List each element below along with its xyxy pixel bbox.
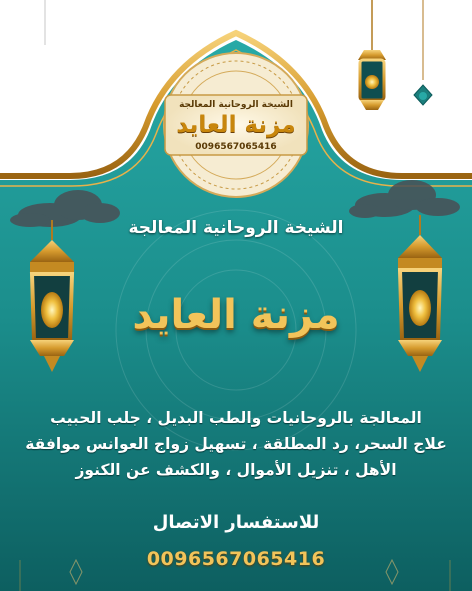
subtitle: الشيخة الروحانية المعالجة	[128, 218, 344, 238]
main-name: مزنة العايد	[132, 292, 340, 338]
badge-title: الشيخة الروحانية المعالجة	[179, 100, 293, 110]
services-line: المعالجة بالروحانيات والطب البديل ، جلب الحبيب	[50, 409, 422, 427]
top-right-lantern	[358, 50, 386, 110]
badge-name: مزنة العايد	[176, 112, 296, 138]
services-text	[14, 405, 458, 483]
phone-number: 0096567065416	[146, 548, 326, 570]
services-line: الأهل ، تنزيل الأموال ، والكشف عن الكنوز	[75, 461, 397, 479]
contact-label: للاستفسار الاتصال	[152, 512, 320, 533]
services-line: علاج السحر، رد المطلقة ، تسهيل زواج العوانس موافقة	[25, 435, 447, 453]
badge-phone: 0096567065416	[195, 142, 277, 152]
